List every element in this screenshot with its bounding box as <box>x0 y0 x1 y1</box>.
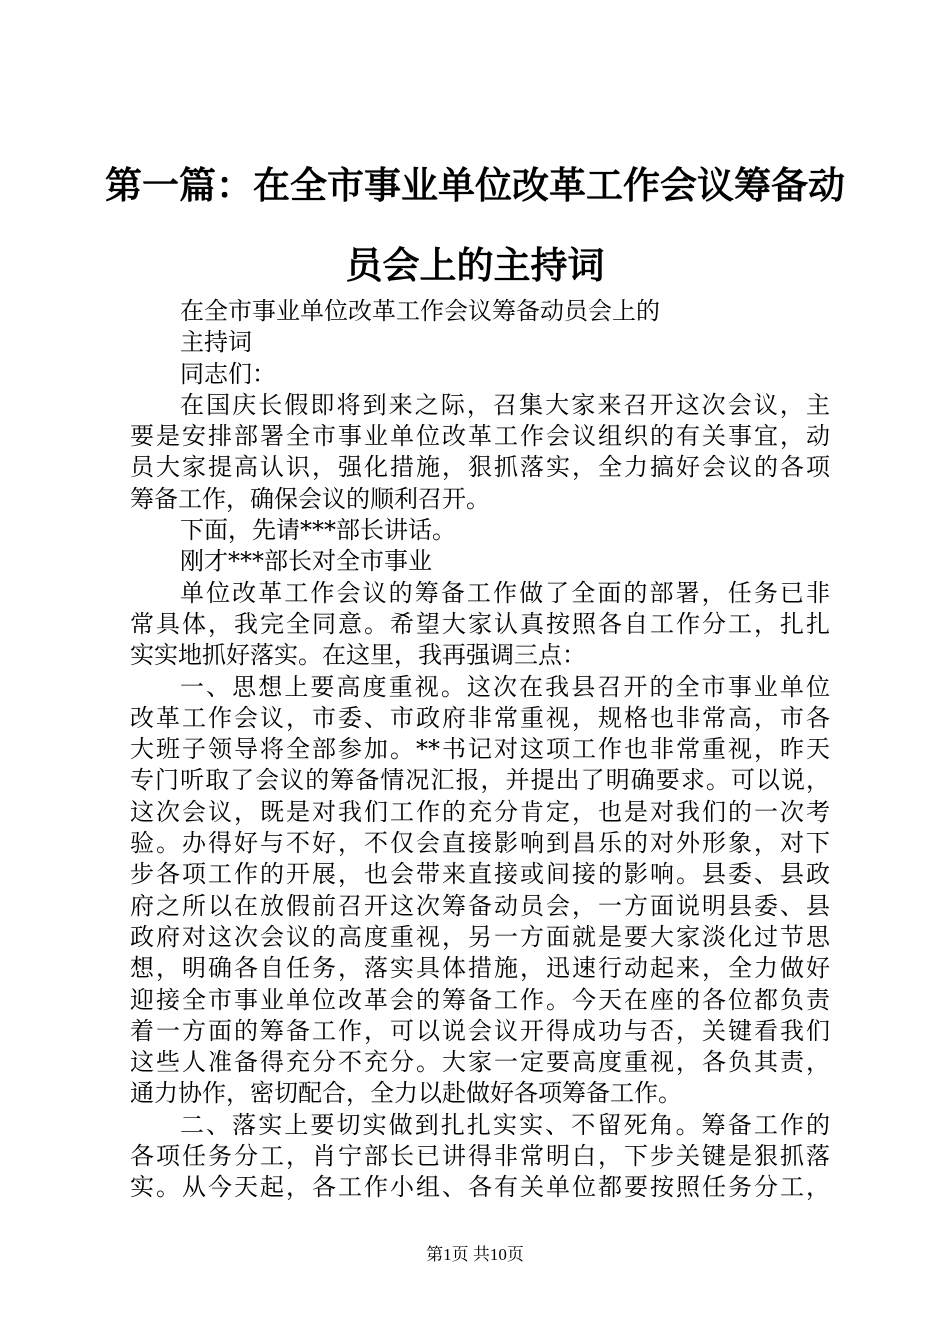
body-line: 一、思想上要高度重视。这次在我县召开的全市事业单位 <box>180 672 830 701</box>
body-line: 步各项工作的开展，也会带来直接或间接的影响。县委、县政 <box>130 860 830 889</box>
document-title-line-2: 员会上的主持词 <box>345 243 605 287</box>
body-line: 主持词 <box>180 328 252 357</box>
body-line: 迎接全市事业单位改革会的筹备工作。今天在座的各位都负责 <box>130 985 830 1014</box>
body-line: 改革工作会议，市委、市政府非常重视，规格也非常高，市各 <box>130 703 830 732</box>
body-line: 府之所以在放假前召开这次筹备动员会，一方面说明县委、县 <box>130 891 830 920</box>
body-line: 二、落实上要切实做到扎扎实实、不留死角。筹备工作的 <box>180 1110 830 1139</box>
body-line: 实实地抓好落实。在这里，我再强调三点： <box>130 641 586 670</box>
body-line: 大班子领导将全部参加。**书记对这项工作也非常重视，昨天 <box>130 735 830 764</box>
page-footer: 第1页 共10页 <box>426 1245 524 1264</box>
body-line: 刚才***部长对全市事业 <box>180 547 432 576</box>
body-line: 在国庆长假即将到来之际，召集大家来召开这次会议，主 <box>180 390 830 419</box>
body-line: 在全市事业单位改革工作会议筹备动员会上的 <box>180 297 660 325</box>
body-line: 员大家提高认识，强化措施，狠抓落实，全力搞好会议的各项 <box>130 453 830 482</box>
body-line: 验。办得好与不好，不仅会直接影响到昌乐的对外形象，对下 <box>130 829 830 858</box>
body-line: 想，明确各自任务，落实具体措施，迅速行动起来，全力做好 <box>130 954 830 983</box>
body-line: 着一方面的筹备工作，可以说会议开得成功与否，关键看我们 <box>130 1016 830 1045</box>
body-line: 实。从今天起，各工作小组、各有关单位都要按照任务分工， <box>130 1173 830 1202</box>
body-line: 筹备工作，确保会议的顺利召开。 <box>130 484 490 513</box>
body-line: 专门听取了会议的筹备情况汇报，并提出了明确要求。可以说， <box>130 766 830 795</box>
body-line: 下面，先请***部长讲话。 <box>180 516 456 545</box>
document-body <box>130 296 830 1204</box>
body-line: 政府对这次会议的高度重视，另一方面就是要大家淡化过节思 <box>130 922 830 951</box>
body-line: 通力协作，密切配合，全力以赴做好各项筹备工作。 <box>130 1079 682 1108</box>
body-line: 常具体，我完全同意。希望大家认真按照各自工作分工，扎扎 <box>130 609 830 638</box>
document-title-line-1: 第一篇：在全市事业单位改革工作会议筹备动 <box>105 163 845 207</box>
body-line: 要是安排部署全市事业单位改革工作会议组织的有关事宜，动 <box>130 422 830 451</box>
body-line: 这次会议，既是对我们工作的充分肯定，也是对我们的一次考 <box>130 797 830 826</box>
body-line: 单位改革工作会议的筹备工作做了全面的部署，任务已非 <box>180 578 830 607</box>
body-line: 各项任务分工，肖宁部长已讲得非常明白，下步关键是狠抓落 <box>130 1142 830 1171</box>
body-line: 同志们： <box>180 359 276 388</box>
body-line: 这些人准备得充分不充分。大家一定要高度重视，各负其责， <box>130 1048 830 1077</box>
